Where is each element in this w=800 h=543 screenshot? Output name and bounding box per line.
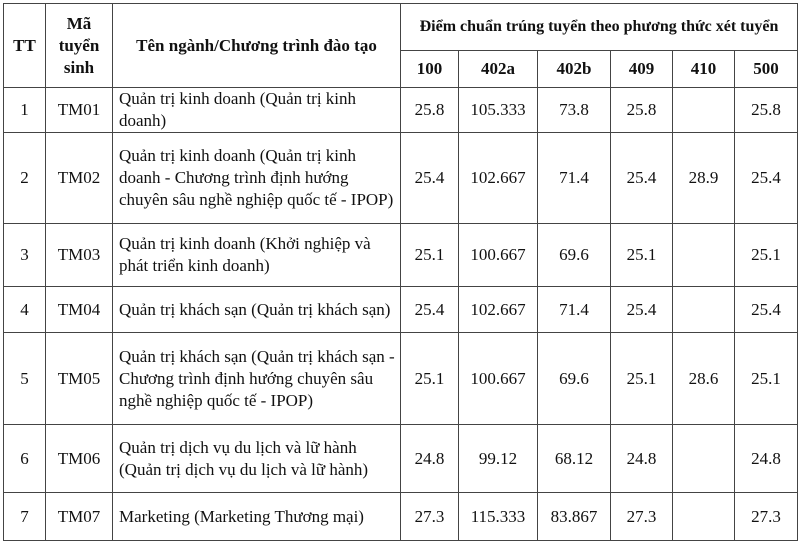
table-row (4, 493, 798, 541)
cell-program-name: Quản trị dịch vụ du lịch và lữ hành (Quản trị dịch vụ du lịch và lữ hành) (113, 425, 401, 493)
table-row (4, 333, 798, 425)
cell-score-410: 28.9 (673, 133, 735, 224)
cell-score-402a: 100.667 (459, 333, 538, 425)
cell-score-409: 25.1 (611, 224, 673, 287)
cell-score-409: 25.1 (611, 333, 673, 425)
table-row (4, 224, 798, 287)
cell-score-402a: 102.667 (459, 287, 538, 333)
header-method-500: 500 (735, 51, 798, 88)
cell-score-402a: 102.667 (459, 133, 538, 224)
cell-score-500: 25.4 (735, 287, 798, 333)
cell-score-410 (673, 493, 735, 541)
cell-program-name: Quản trị khách sạn (Quản trị khách sạn) (113, 287, 401, 333)
cell-score-410 (673, 287, 735, 333)
cell-score-410 (673, 425, 735, 493)
cell-score-100: 24.8 (401, 425, 459, 493)
cell-score-500: 24.8 (735, 425, 798, 493)
cell-tt: 1 (4, 88, 46, 133)
cell-score-409: 27.3 (611, 493, 673, 541)
cell-program-name: Marketing (Marketing Thương mại) (113, 493, 401, 541)
cell-score-402b: 83.867 (538, 493, 611, 541)
cell-score-100: 25.1 (401, 224, 459, 287)
header-method-410: 410 (673, 51, 735, 88)
cell-score-409: 24.8 (611, 425, 673, 493)
table-row (4, 133, 798, 224)
header-tt: TT (4, 4, 46, 88)
cell-tt: 6 (4, 425, 46, 493)
table-row (4, 287, 798, 333)
cell-tt: 4 (4, 287, 46, 333)
cell-score-409: 25.4 (611, 287, 673, 333)
cell-tt: 7 (4, 493, 46, 541)
cell-score-500: 27.3 (735, 493, 798, 541)
cell-score-500: 25.1 (735, 333, 798, 425)
cell-score-410 (673, 88, 735, 133)
header-method-100: 100 (401, 51, 459, 88)
cell-score-410 (673, 224, 735, 287)
header-code: Mã tuyển sinh (46, 4, 113, 88)
header-method-409: 409 (611, 51, 673, 88)
cell-code: TM01 (46, 88, 113, 133)
header-method-402a: 402a (459, 51, 538, 88)
header-program-name: Tên ngành/Chương trình đào tạo (113, 4, 401, 88)
cell-score-409: 25.8 (611, 88, 673, 133)
cell-code: TM02 (46, 133, 113, 224)
cell-score-500: 25.8 (735, 88, 798, 133)
header-score-group: Điểm chuẩn trúng tuyển theo phương thức xét tuyển (401, 4, 798, 51)
cell-score-402b: 71.4 (538, 133, 611, 224)
cell-code: TM05 (46, 333, 113, 425)
cell-score-100: 25.1 (401, 333, 459, 425)
cell-tt: 5 (4, 333, 46, 425)
cell-score-100: 25.4 (401, 133, 459, 224)
cell-score-402a: 100.667 (459, 224, 538, 287)
cell-program-name: Quản trị khách sạn (Quản trị khách sạn - Chương trình định hướng chuyên sâu nghề nghiệp quốc tế - IPOP) (113, 333, 401, 425)
cell-program-name: Quản trị kinh doanh (Quản trị kinh doanh - Chương trình định hướng chuyên sâu nghề nghiệp quốc tế - IPOP) (113, 133, 401, 224)
cell-code: TM07 (46, 493, 113, 541)
admission-scores-table (3, 3, 798, 541)
cell-program-name: Quản trị kinh doanh (Khởi nghiệp và phát triển kinh doanh) (113, 224, 401, 287)
cell-score-402b: 73.8 (538, 88, 611, 133)
cell-code: TM04 (46, 287, 113, 333)
cell-score-402a: 115.333 (459, 493, 538, 541)
cell-score-409: 25.4 (611, 133, 673, 224)
cell-program-name: Quản trị kinh doanh (Quản trị kinh doanh) (113, 88, 401, 133)
cell-score-402b: 69.6 (538, 224, 611, 287)
cell-score-402b: 68.12 (538, 425, 611, 493)
cell-score-402b: 69.6 (538, 333, 611, 425)
cell-score-402a: 99.12 (459, 425, 538, 493)
table-row (4, 88, 798, 133)
cell-score-500: 25.1 (735, 224, 798, 287)
cell-score-100: 25.4 (401, 287, 459, 333)
cell-tt: 3 (4, 224, 46, 287)
cell-score-402b: 71.4 (538, 287, 611, 333)
cell-score-402a: 105.333 (459, 88, 538, 133)
table-row (4, 425, 798, 493)
cell-score-410: 28.6 (673, 333, 735, 425)
cell-code: TM03 (46, 224, 113, 287)
header-method-402b: 402b (538, 51, 611, 88)
cell-tt: 2 (4, 133, 46, 224)
cell-score-500: 25.4 (735, 133, 798, 224)
cell-code: TM06 (46, 425, 113, 493)
cell-score-100: 25.8 (401, 88, 459, 133)
cell-score-100: 27.3 (401, 493, 459, 541)
